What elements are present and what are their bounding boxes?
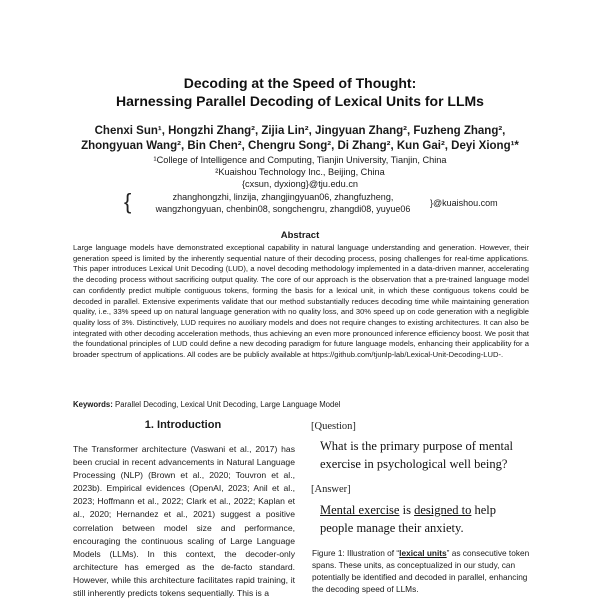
authors-line2: Zhongyuan Wang², Bin Chen², Chengru Song², Di Zhang², Kun Gai², Deyi Xiong¹* [81,140,519,152]
lexical-unit-mental-exercise: Mental exercise [320,503,400,517]
keywords [73,399,529,410]
section-heading-introduction: 1. Introduction [144,419,222,431]
intro-paragraph: The Transformer architecture (Vaswani et al., 2017) has been crucial in recent advancements in Natural Language Processing (NLP) (Brown et al., 2020; Touvron et al., 2023b). Empirical evidences (OpenAI, 2023; Anil et al., 2023; Hoffmann et al., 2022; Clark et al., 2022; Kaplan et al., 2020; Hernandez et al., 2021) suggest a positive correlation between model size and performance, encouraging the continuous scaling of Large Language Models (LLMs). In this context, the decoder-only architecture has emerged as the de-facto standard. However, while this architecture facilitates rapid training, it still inherently predicts tokens sequentially. This is a [73,444,295,599]
figure-1-caption [312,547,534,595]
figure-answer-line1 [320,502,550,519]
keywords-label: Keywords: [73,400,113,409]
abstract-heading: Abstract [280,230,320,241]
figure-answer-label: [Answer] [311,484,351,495]
affiliation-1: ¹College of Intelligence and Computing, Tianjin University, Tianjin, China [153,155,447,165]
answer-word-is: is [399,503,415,517]
email-names-line1: zhanghongzhi, linzija, zhangjingyuan06, zhangfuzheng, [172,192,394,202]
figure-answer-line2: people manage their anxiety. [320,521,464,535]
abstract-text: Large language models have demonstrated exceptional capability in natural language understanding and generation. However, their generation speed is limited by the inherently sequential nature of their decoding process, posing challenges for real-time applications. This paper introduces Lexical Unit Decoding (LUD), a novel decoding methodology implemented in a data-driven manner, accelerating the decoding process without sacrificing output quality. The core of our approach is the observation that a pre-trained language model can confidently predict multiple contiguous tokens, forming the basis for a lexical unit, in which these contiguous tokens could be decoded in parallel. Extensive experiments validate that our method substantially reduces decoding time while maintaining generation quality, i.e., 33% speed up on natural language generation with no quality loss, and 30% speed up on code generation with a negligible quality loss of 3%. Distinctively, LUD requires no auxiliary models and does not require changes to existing architectures. It can also be integrated with other decoding acceleration methods, thus achieving an even more pronounced inference efficiency boost. We posit that the foundational principles of LUD could define a new decoding paradigm for future language models, enhancing their applicability for a broader spectrum of applications. All codes are be publicly available at https://github.com/tjunlp-lab/Lexical-Unit-Decoding-LUD-. [73,243,529,360]
email-open-brace: { [124,189,132,214]
caption-term-lexical-units: lexical units [399,548,447,558]
email-kuaishou-domain: }@kuaishou.com [430,198,498,208]
caption-prefix: Figure 1: Illustration of “ [312,548,400,558]
figure-question-line1: What is the primary purpose of mental [320,439,513,453]
figure-question-line2: exercise in psychological well being? [320,457,508,471]
figure-question-label: [Question] [311,421,356,432]
paper-title-line2: Harnessing Parallel Decoding of Lexical Units for LLMs [116,93,484,109]
caption-rest: ” as consecutive token spans. These units, as conceptualized in our study, can potentially be identified and decoded in parallel, enhancing the decoding speed of LLMs. [312,548,530,594]
keywords-text: Parallel Decoding, Lexical Unit Decoding, Large Language Model [112,400,341,409]
affiliation-2: ²Kuaishou Technology Inc., Beijing, China [215,167,385,177]
lexical-unit-designed-to: designed to [414,503,472,517]
answer-rest: help [471,503,497,517]
email-names-line2: wangzhongyuan, chenbin08, songchengru, zhangdi08, yuyue06 [155,204,411,214]
email-tju: {cxsun, dyxiong}@tju.edu.cn [241,179,359,189]
authors-line1: Chenxi Sun¹, Hongzhi Zhang², Zijia Lin², Jingyuan Zhang², Fuzheng Zhang², [94,125,506,137]
paper-title-line1: Decoding at the Speed of Thought: [183,75,417,91]
